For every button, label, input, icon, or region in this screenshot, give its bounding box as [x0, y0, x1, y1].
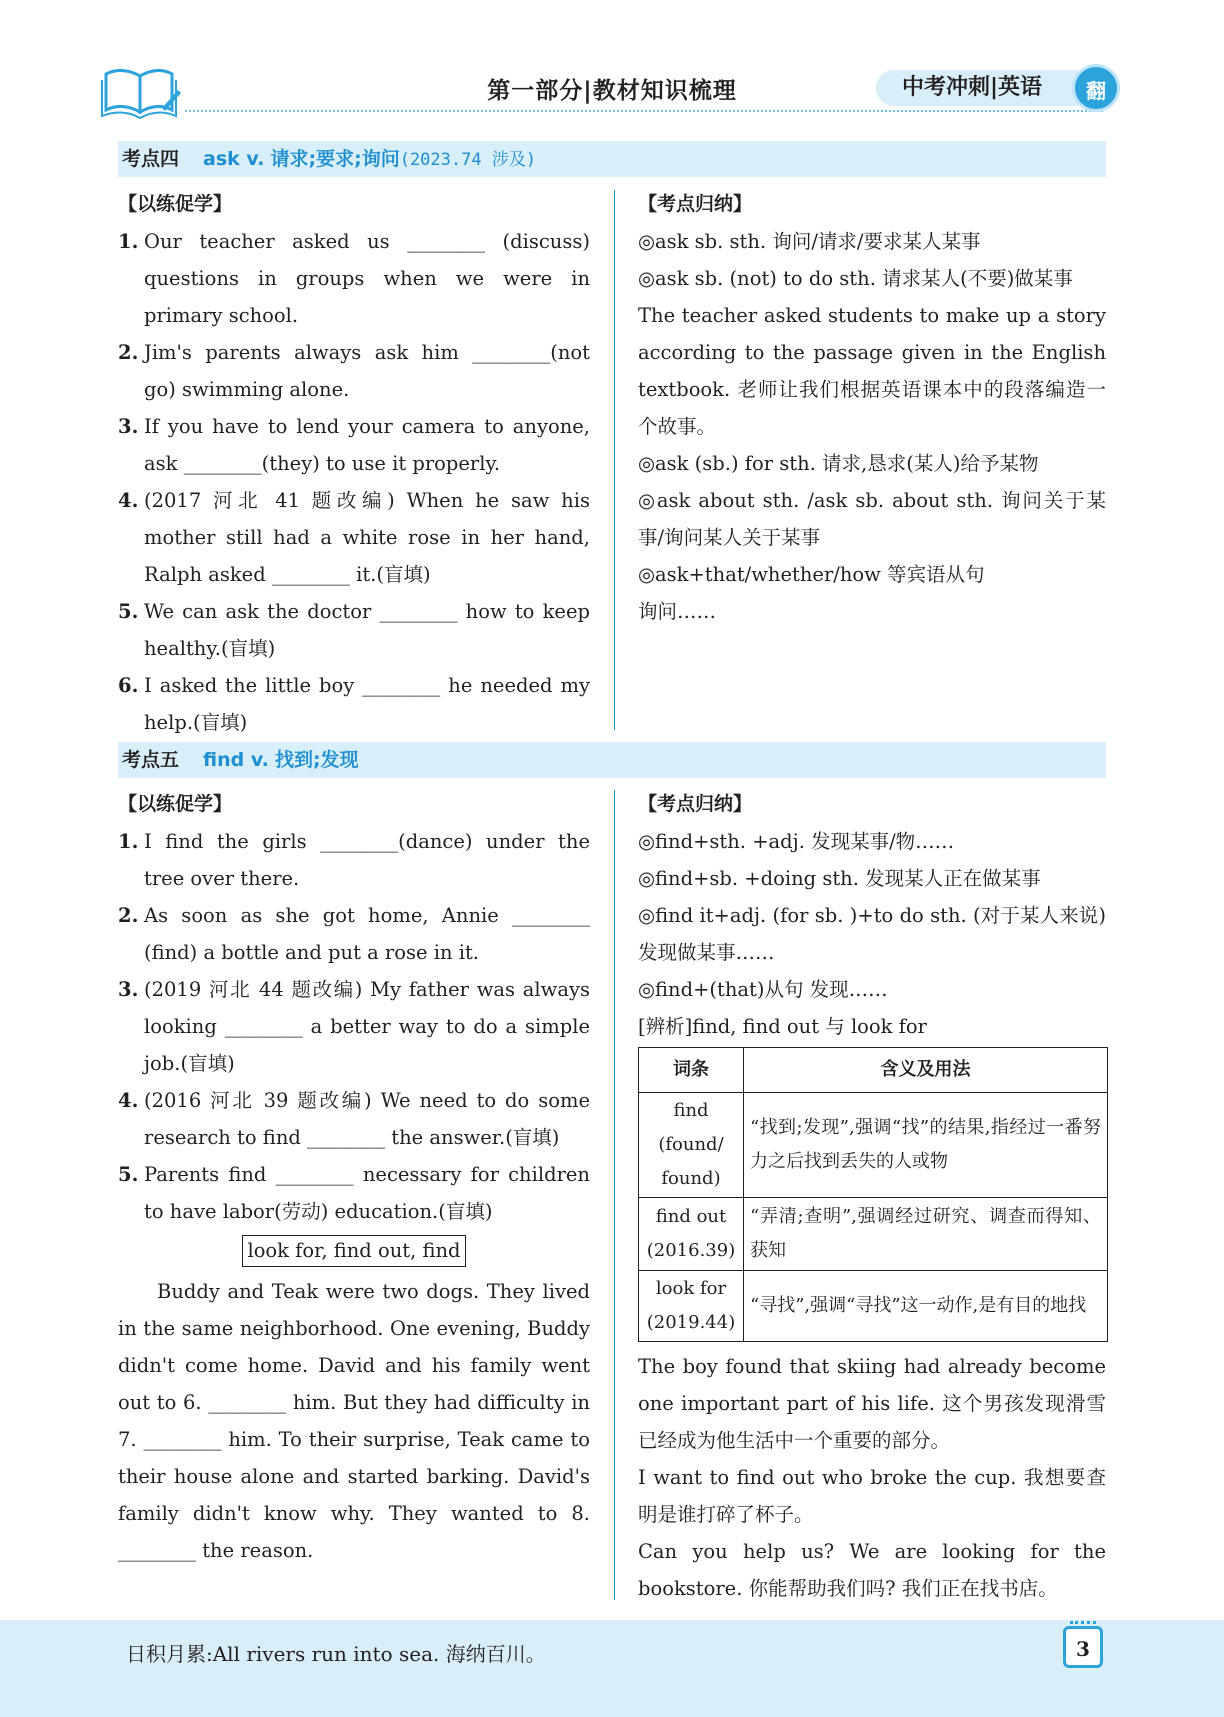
section-4-label: 考点四	[122, 148, 180, 170]
brand-badge: 翻	[1072, 64, 1120, 112]
footer-proverb: 日积月累:All rivers run into sea. 海纳百川。	[126, 1642, 546, 1666]
summary-line: ◎ask sb. (not) to do sth. 请求某人(不要)做某事	[638, 267, 1073, 290]
section-5-meaning: 找到;发现	[274, 749, 359, 771]
question-item: 2. Jim's parents always ask him ________(not go) swimming alone.	[118, 341, 590, 401]
table-cell-desc: “寻找”,强调“寻找”这一动作,是有目的地找	[744, 1271, 1108, 1342]
question-item: 3. (2019 河北 44 题改编) My father was always looking ________ a better way to do a simple job.(盲填)	[118, 978, 590, 1075]
table-cell-desc: “弄清;查明”,强调经过研究、调查而得知、获知	[744, 1198, 1108, 1271]
word-box-row	[118, 1232, 590, 1269]
column-divider	[614, 190, 615, 730]
practice-label: 【以练促学】	[118, 793, 233, 815]
section-5-word: find v.	[203, 749, 269, 771]
summary-label: 【考点归纳】	[638, 193, 753, 215]
column-divider	[614, 790, 615, 1600]
table-header: 含义及用法	[744, 1048, 1108, 1093]
subject-label: 中考冲刺|英语	[876, 70, 1092, 106]
question-item: 2. As soon as she got home, Annie ________ (find) a bottle and put a rose in it.	[118, 904, 590, 964]
summary-line: ◎ask sb. sth. 询问/请求/要求某人某事	[638, 230, 981, 253]
cloze-passage: Buddy and Teak were two dogs. They lived in the same neighborhood. One evening, Buddy didn't come home. David and his family went out to 6. ________ him. But they had difficulty in 7. ________ him. To their surprise, Teak came to their house alone and started barking. David's family didn't know why. They wanted to 8. ________ the reason.	[118, 1280, 590, 1562]
table-row	[639, 1198, 1108, 1271]
page-number: 3	[1063, 1626, 1103, 1668]
section-4-summary	[638, 186, 1106, 630]
summary-label: 【考点归纳】	[638, 793, 753, 815]
question-item: 1. I find the girls ________(dance) under the tree over there.	[118, 830, 590, 890]
table-row	[639, 1271, 1108, 1342]
header-divider	[185, 110, 1103, 112]
summary-line: ◎ask+that/whether/how 等宾语从句	[638, 563, 985, 586]
question-item: 4. (2016 河北 39 题改编) We need to do some research to find ________ the answer.(盲填)	[118, 1089, 590, 1149]
table-header: 词条	[639, 1048, 744, 1093]
section-4-header	[118, 141, 1106, 177]
table-cell-desc: “找到;发现”,强调“找”的结果,指经过一番努力之后找到丢失的人或物	[744, 1093, 1108, 1198]
section-4-practice	[118, 186, 590, 741]
table-cell-word: look for (2019.44)	[639, 1271, 744, 1342]
summary-line: ◎find+sth. +adj. 发现某事/物……	[638, 830, 955, 853]
table-header-row	[639, 1048, 1108, 1093]
question-item: 1. Our teacher asked us ________ (discuss) questions in groups when we were in primary school.	[118, 230, 590, 327]
summary-line: ◎find it+adj. (for sb. )+to do sth. (对于某人来说)发现做某事……	[638, 904, 1106, 964]
section-4-word: ask v.	[203, 148, 265, 170]
example-sentence: The boy found that skiing had already become one important part of his life. 这个男孩发现滑雪已经成为他生活中一个重要的部分。	[638, 1355, 1106, 1452]
summary-line: ◎find+(that)从句 发现……	[638, 978, 888, 1001]
summary-line: ◎ask (sb.) for sth. 请求,恳求(某人)给予某物	[638, 452, 1039, 475]
page-header-title: 第一部分|教材知识梳理	[487, 78, 737, 104]
question-item: 4. (2017 河北 41 题改编) When he saw his mother still had a white rose in her hand, Ralph asked ________ it.(盲填)	[118, 489, 590, 586]
question-item: 6. I asked the little boy ________ he needed my help.(盲填)	[118, 674, 590, 734]
section-4-meaning: 请求;要求;询问	[270, 148, 400, 170]
comparison-table	[638, 1047, 1108, 1342]
table-row	[639, 1093, 1108, 1198]
question-item: 3. If you have to lend your camera to anyone, ask ________(they) to use it properly.	[118, 415, 590, 475]
summary-line: ◎find+sb. +doing sth. 发现某人正在做某事	[638, 867, 1041, 890]
summary-line: 询问……	[638, 600, 717, 623]
table-cell-word: find out (2016.39)	[639, 1198, 744, 1271]
section-4-note: (2023.74 涉及)	[399, 150, 537, 170]
table-cell-word: find (found/ found)	[639, 1093, 744, 1198]
section-5-summary	[638, 786, 1106, 1607]
question-item: 5. We can ask the doctor ________ how to keep healthy.(盲填)	[118, 600, 590, 660]
practice-label: 【以练促学】	[118, 193, 233, 215]
page-footer	[0, 1620, 1224, 1717]
summary-line: ◎ask about sth. /ask sb. about sth. 询问关于某事/询问某人关于某事	[638, 489, 1106, 549]
word-box: look for, find out, find	[242, 1235, 465, 1267]
example-sentence: I want to find out who broke the cup. 我想要查明是谁打碎了杯子。	[638, 1466, 1106, 1526]
example-sentence: Can you help us? We are looking for the bookstore. 你能帮助我们吗? 我们正在找书店。	[638, 1540, 1106, 1600]
section-5-practice	[118, 786, 590, 1569]
question-item: 5. Parents find ________ necessary for children to have labor(劳动) education.(盲填)	[118, 1163, 590, 1223]
summary-example: The teacher asked students to make up a story according to the passage given in the English textbook. 老师让我们根据英语课本中的段落编造一个故事。	[638, 304, 1106, 438]
summary-line: [辨析]find, find out 与 look for	[638, 1015, 927, 1038]
section-5-header	[118, 742, 1106, 778]
section-5-label: 考点五	[122, 749, 180, 771]
